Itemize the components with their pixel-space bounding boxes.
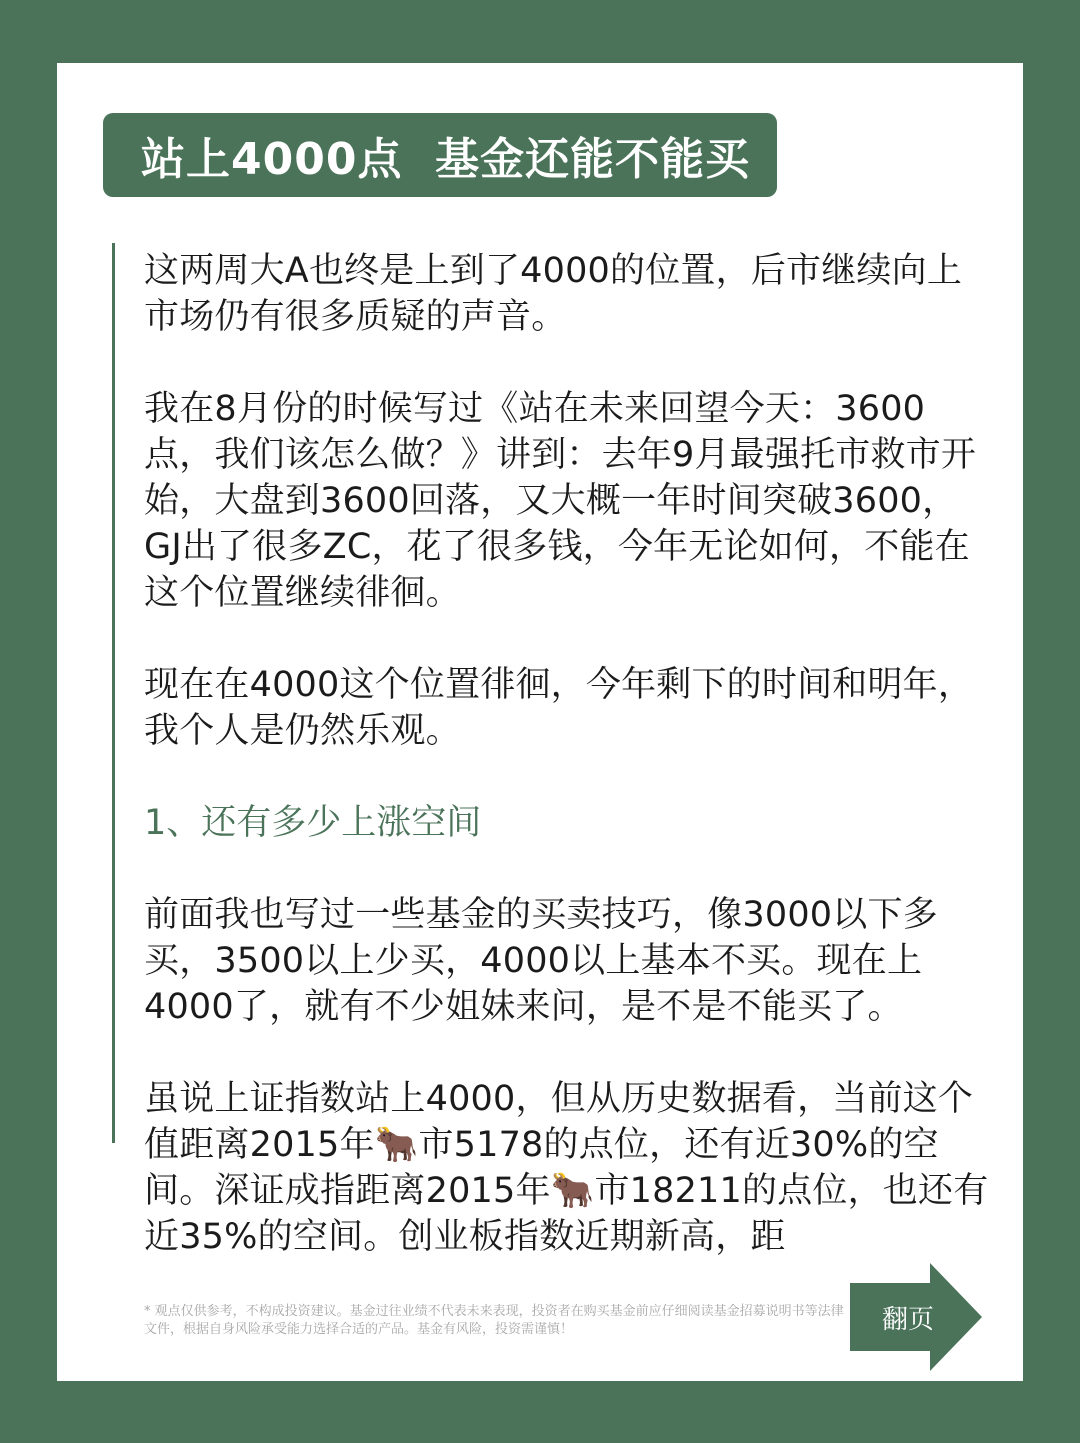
paragraph: 虽说上证指数站上4000，但从历史数据看，当前这个值距离2015年🐂市5178的点位，还有近30%的空间。深证成指距离2015年🐂市18211的点位，也还有近35%的空间。创业板指数近期新高，距 <box>144 1079 989 1257</box>
disclaimer-text: * 观点仅供参考，不构成投资建议。基金过往业绩不代表未来表现，投资者在购买基金前应仔细阅读基金招募说明书等法律文件，根据自身风险承受能力选择合适的产品。基金有风险，投资需谨慎！ <box>144 1304 844 1337</box>
paragraph: 这两周大A也终是上到了4000的位置，后市继续向上市场仍有很多质疑的声音。 <box>144 251 963 337</box>
paragraph: 前面我也写过一些基金的买卖技巧，像3000以下多买，3500以上少买，4000以上基本不买。现在上4000了，就有不少姐妹来问，是不是不能买了。 <box>144 895 938 1027</box>
content-card <box>57 63 1023 1381</box>
article-body <box>144 248 994 1260</box>
paragraph: 我在8月份的时候写过《站在未来回望今天：3600点，我们该怎么做？》讲到：去年9月最强托市救市开始，大盘到3600回落，又大概一年时间突破3600，GJ出了很多ZC，花了很多钱，今年无论如何，不能在这个位置继续徘徊。 <box>144 389 977 613</box>
accent-bar <box>112 243 115 1143</box>
title-banner <box>103 113 777 197</box>
section-heading: 1、还有多少上涨空间 <box>144 803 482 843</box>
page-title: 站上4000点 基金还能不能买 <box>141 134 751 185</box>
next-page-button[interactable] <box>850 1263 982 1371</box>
paragraph: 现在在4000这个位置徘徊，今年剩下的时间和明年，我个人是仍然乐观。 <box>144 665 974 751</box>
next-page-label: 翻页 <box>881 1304 934 1335</box>
